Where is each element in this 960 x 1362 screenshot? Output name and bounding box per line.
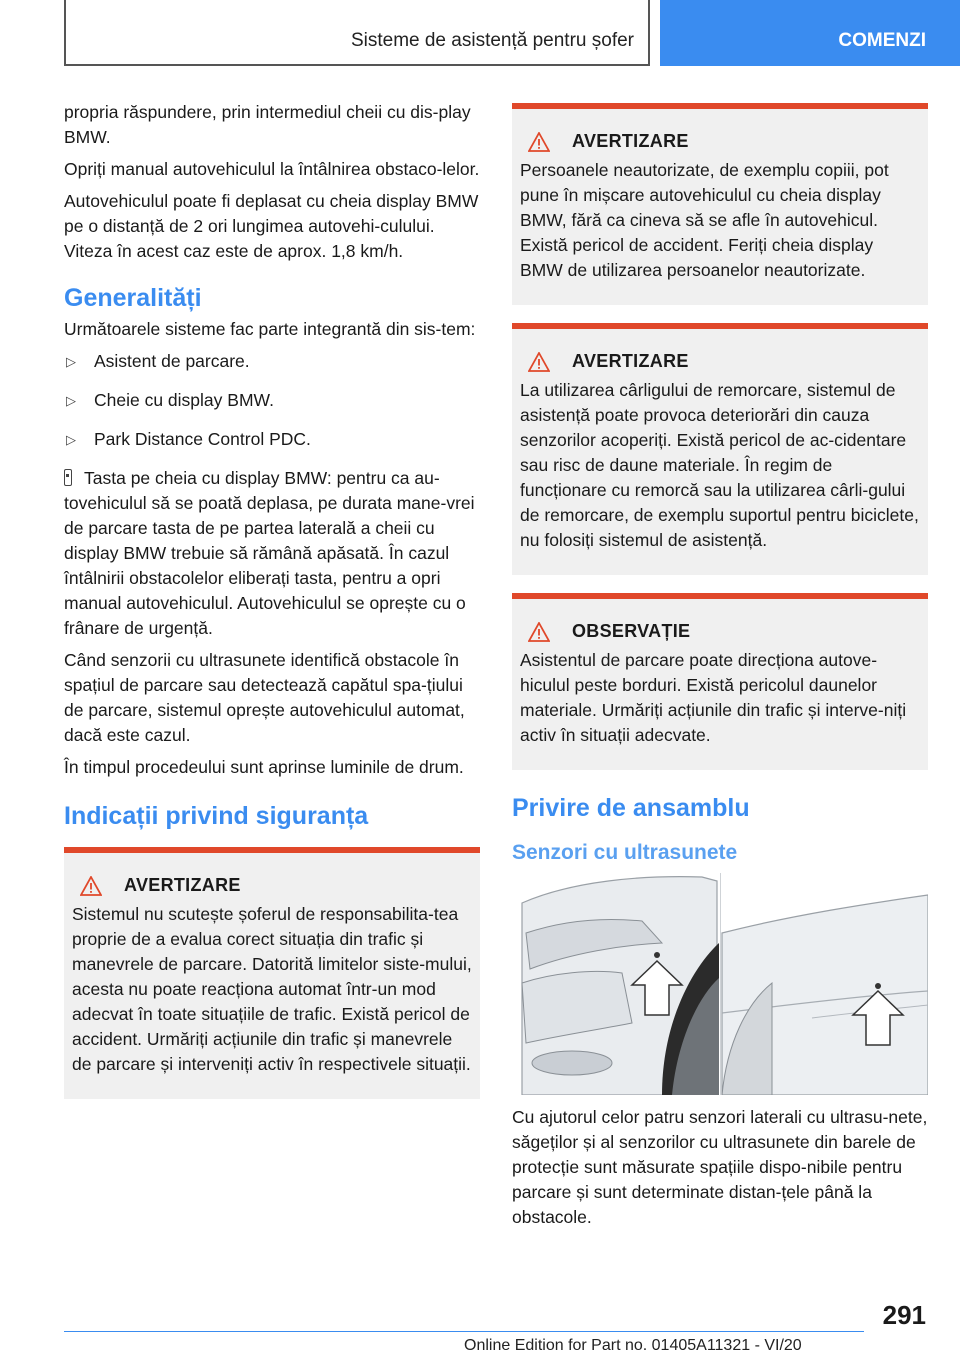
overview-heading: Privire de ansamblu <box>512 794 750 822</box>
general-paragraph: Următoarele sisteme fac parte integrantă din sis‐tem: <box>64 319 476 339</box>
car-sensors-illustration <box>512 873 928 1095</box>
chapter-title: COMENZI <box>838 30 926 51</box>
section-title: Sisteme de asistență pentru șofer <box>350 30 634 51</box>
warning-text: Persoanele neautorizate, de exemplu copiii, pot pune în mișcare autovehiculul cu cheia display BMW, fără ca cineva să se afle în autovehicul. Există pericol de accident. Feriți cheia display BMW de utilizarea persoanelor neautorizate. <box>520 160 889 280</box>
figure-caption: Cu ajutorul celor patru senzori laterali cu ultrasu‐nete, săgeților și al senzorilor cu ultrasunete din barele de protecție sunt măsurate spațiile dispo‐nibile pentru parcare și sunt determinate distan‐țele până la obstacole. <box>512 1107 928 1227</box>
general-heading: Generalități <box>64 284 202 312</box>
warning-text: Sistemul nu scutește șoferul de responsabilita‐tea proprie de a evalua corect situația din trafic și manevrele de parcare. Datorită limitelor siste‐mului, acesta nu poate reacționa automat într-un mod adecvat în toate situațiile de trafic. Există pericol de accident. Urmăriți acțiunile din trafic și manevrele de parcare și interveniți activ în respectivele situații. <box>72 904 472 1074</box>
warning-box-1 <box>64 847 480 1099</box>
lights-paragraph: În timpul procedeului sunt aprinse luminile de drum. <box>64 757 464 777</box>
note-text: Asistentul de parcare poate direcționa autove‐hiculul peste borduri. Există pericolul daunelor materiale. Urmăriți acțiunile din trafic și interve‐niți activ în situații adecvate. <box>520 650 907 745</box>
key-button-icon <box>64 469 72 486</box>
list-item: ▷ Cheie cu display BMW. <box>64 388 480 413</box>
list-item: ▷ Asistent de parcare. <box>64 349 480 374</box>
sensor-paragraph: Când senzorii cu ultrasunete identifică obstacole în spațiul de parcare sau detectează capătul spa‐țiului de parcare, sistemul oprește autovehiculul automat, dacă este cazul. <box>64 650 465 745</box>
warning-title: AVERTIZARE <box>572 351 689 371</box>
note-title: OBSERVAȚIE <box>572 621 691 641</box>
warning-text: La utilizarea cârligului de remorcare, sistemul de asistență poate provoca deteriorări din cauza senzorilor acoperiți. Există pericol de ac‐cidentare sau risc de daune materiale. În regim de funcționare cu remorcă sau la utilizarea cârli‐gului de remorcare, de exemplu suportul pentru biciclete, nu folosiți sistemul de asistență. <box>520 380 919 550</box>
systems-list <box>64 349 480 452</box>
warning-triangle-icon <box>528 352 550 372</box>
warning-triangle-icon <box>80 876 102 896</box>
warning-box-3 <box>512 323 928 575</box>
section-title-box <box>64 0 650 66</box>
page-number: 291 <box>882 1300 926 1330</box>
list-item: ▷ Park Distance Control PDC. <box>64 427 480 452</box>
edition-footer: Online Edition for Part no. 01405A11321 - VI/20 <box>464 1337 802 1354</box>
note-box <box>512 593 928 770</box>
intro-paragraph-2: Opriți manual autovehiculul la întâlnirea obstaco‐lelor. <box>64 159 480 179</box>
triangle-bullet-icon: ▷ <box>66 354 76 369</box>
warning-triangle-icon <box>528 622 550 642</box>
safety-heading: Indicații privind siguranța <box>64 802 369 830</box>
intro-paragraph-3: Autovehiculul poate fi deplasat cu cheia display BMW pe o distanță de 2 ori lungimea autovehi‐culului. Viteza în acest caz este de aprox. 1,8 km/h. <box>64 191 479 261</box>
warning-triangle-icon <box>528 132 550 152</box>
warning-box-2 <box>512 103 928 305</box>
left-column <box>64 100 480 1117</box>
page-header <box>0 0 960 66</box>
footer-divider <box>64 1331 864 1332</box>
ultrasonic-sensors-figure <box>512 873 928 1095</box>
chapter-tab <box>660 0 960 66</box>
right-column <box>512 100 928 1237</box>
triangle-bullet-icon: ▷ <box>66 432 76 447</box>
key-paragraph: Tasta pe cheia cu display BMW: pentru ca au‐tovehiculul să se poată deplasa, pe durata mane‐vrei de parcare tasta de pe partea laterală a cheii cu display BMW trebuie să rămână apăsată. În cazul întâlnirii obstacolelor eliberați tasta, pentru a opri manual autovehiculul. Autovehiculul se oprește cu o frânare de urgență. <box>64 468 475 638</box>
sensors-heading: Senzori cu ultrasunete <box>512 841 738 864</box>
warning-title: AVERTIZARE <box>124 875 241 895</box>
intro-paragraph-1: propria răspundere, prin intermediul cheii cu dis‐play BMW. <box>64 102 471 147</box>
triangle-bullet-icon: ▷ <box>66 393 76 408</box>
warning-title: AVERTIZARE <box>572 131 689 151</box>
